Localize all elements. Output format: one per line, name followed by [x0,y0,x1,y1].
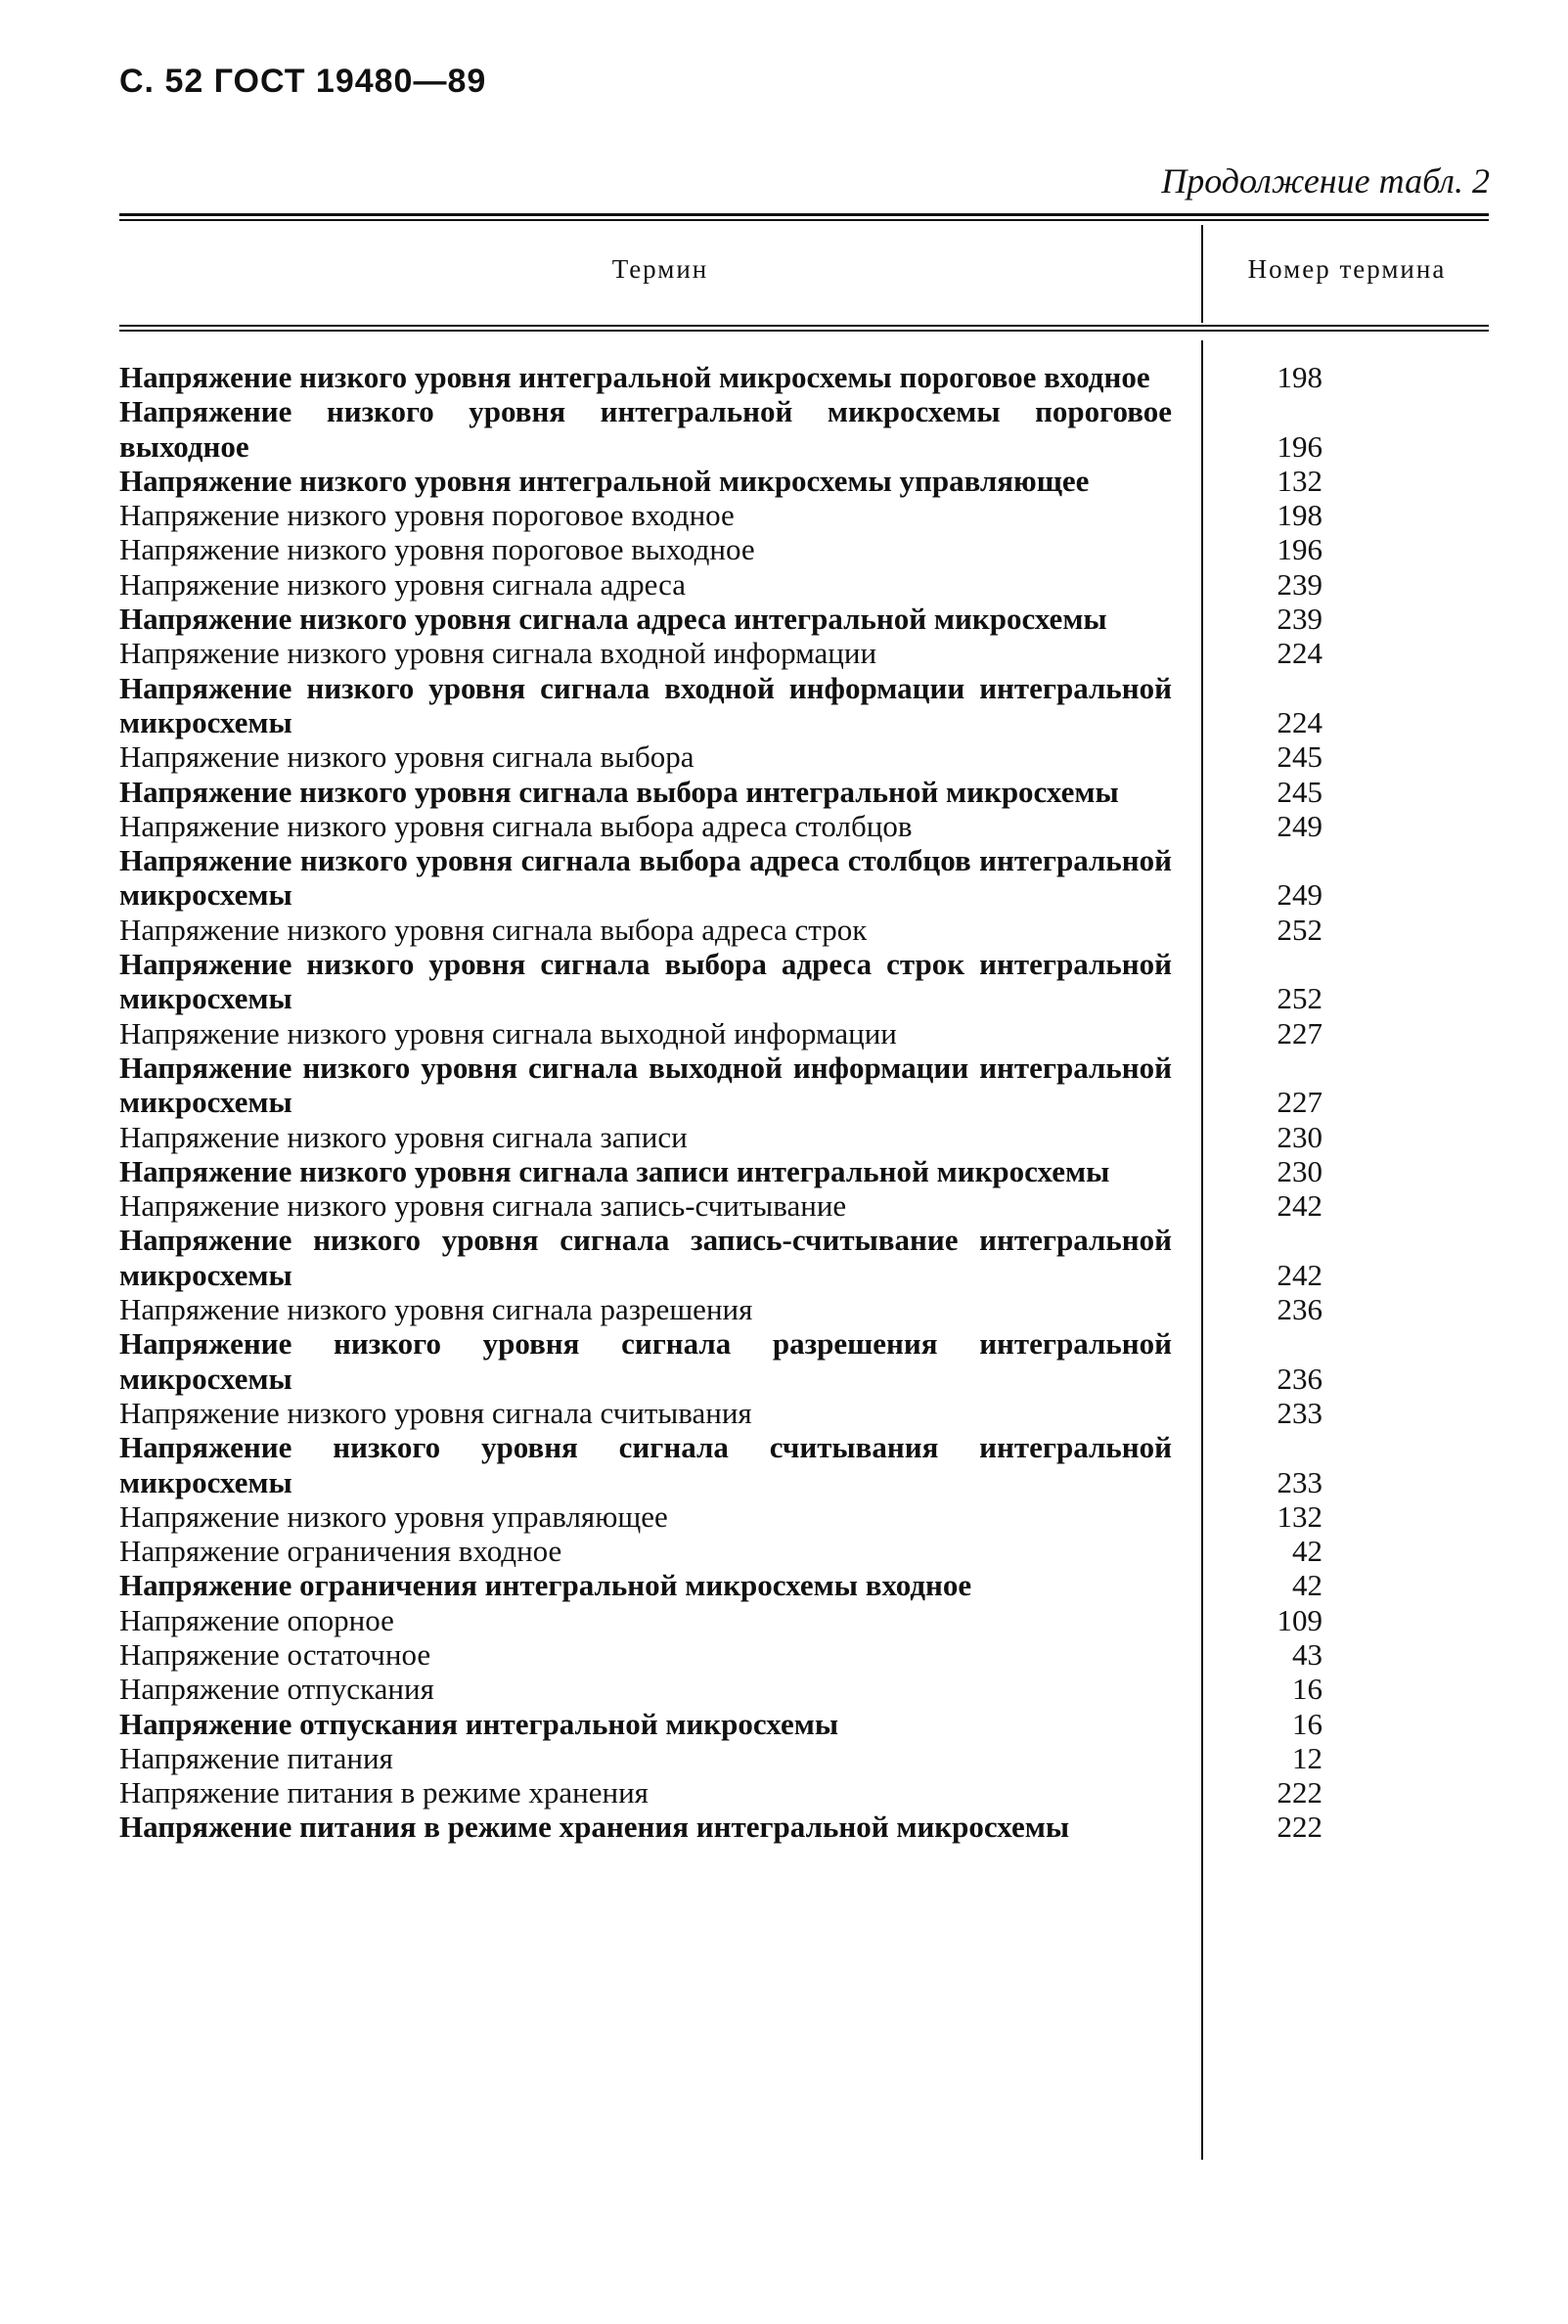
term-number: 42 [1292,1568,1322,1603]
term-number: 109 [1277,1602,1322,1637]
term-number: 242 [1277,1257,1322,1292]
term-number: 43 [1292,1636,1322,1672]
term-number: 12 [1292,1740,1322,1775]
table-row [119,1188,1489,1223]
term-number: 245 [1277,739,1322,775]
table-row [119,1396,1489,1430]
term-number: 233 [1277,1395,1322,1430]
term-number: 196 [1277,532,1322,567]
header-bottom-rule-thin [119,330,1489,332]
term-number: 16 [1292,1672,1322,1707]
table-row [119,1016,1489,1050]
table-row [119,1050,1489,1120]
term-number: 222 [1277,1775,1322,1810]
table-continuation-label: Продолжение табл. 2 [1161,161,1490,201]
table-row [119,1292,1489,1326]
term-number: 249 [1277,877,1322,913]
term-text: Напряжение низкого уровня интегральной микросхемы пороговое входное [119,360,1150,394]
term-text: Напряжение низкого уровня сигнала выходной информации [119,1015,897,1050]
column-header-number: Номер термина [1247,254,1447,284]
table-row [119,567,1489,602]
term-text: Напряжение низкого уровня сигнала выбора адреса столбцов интегральной микросхемы [119,843,1172,913]
term-number: 230 [1277,1119,1322,1154]
term-number: 239 [1277,566,1322,602]
term-number: 227 [1277,1085,1322,1120]
table-row [119,498,1489,532]
term-number: 132 [1277,1498,1322,1534]
term-text: Напряжение опорное [119,1602,394,1637]
term-text: Напряжение остаточное [119,1636,431,1672]
table-top-rule [119,213,1489,216]
term-number: 42 [1292,1534,1322,1569]
term-text: Напряжение низкого уровня сигнала выбора [119,739,694,775]
term-number: 236 [1277,1361,1322,1396]
term-text: Напряжение низкого уровня пороговое входное [119,498,735,533]
term-text: Напряжение ограничения входное [119,1534,562,1569]
term-text: Напряжение питания [119,1740,393,1775]
term-text: Напряжение ограничения интегральной микросхемы входное [119,1568,972,1603]
term-text: Напряжение низкого уровня сигнала считывания [119,1395,752,1430]
table-row [119,602,1489,636]
term-text: Напряжение низкого уровня сигнала разрешения [119,1292,753,1327]
term-number: 224 [1277,636,1322,671]
table-row [119,1810,1489,1844]
term-text: Напряжение низкого уровня управляющее [119,1498,668,1534]
term-text: Напряжение питания в режиме хранения интегральной микросхемы [119,1810,1070,1845]
column-divider-header [1201,225,1203,323]
term-number: 198 [1277,498,1322,533]
term-text: Напряжение низкого уровня сигнала выбора адреса строк [119,912,868,947]
table-row [119,1672,1489,1706]
term-number: 252 [1277,912,1322,947]
term-text: Напряжение отпускания интегральной микросхемы [119,1706,839,1741]
table-row [119,671,1489,740]
table-row [119,809,1489,843]
term-number: 196 [1277,428,1322,464]
table-row [119,532,1489,566]
table-row [119,1499,1489,1534]
term-text: Напряжение низкого уровня сигнала считывания интегральной микросхемы [119,1430,1172,1499]
page-header: С. 52 ГОСТ 19480—89 [119,63,487,100]
table-row [119,1741,1489,1775]
term-text: Напряжение низкого уровня сигнала разрешения интегральной микросхемы [119,1326,1172,1396]
term-text: Напряжение низкого уровня сигнала запись-считывание интегральной микросхемы [119,1223,1172,1292]
table-row [119,1223,1489,1292]
term-number: 132 [1277,463,1322,498]
term-text: Напряжение низкого уровня сигнала адреса [119,566,687,602]
term-text: Напряжение низкого уровня сигнала записи [119,1119,688,1154]
term-text: Напряжение отпускания [119,1672,434,1707]
table-top-rule-thin [119,219,1489,221]
table-row [119,947,1489,1016]
table-row [119,1154,1489,1188]
table-row [119,1775,1489,1810]
term-text: Напряжение низкого уровня сигнала записи интегральной микросхемы [119,1153,1110,1188]
header-bottom-rule [119,325,1489,327]
term-number: 249 [1277,808,1322,843]
term-text: Напряжение низкого уровня сигнала выбора интегральной микросхемы [119,774,1119,809]
table-row [119,1568,1489,1602]
term-number: 236 [1277,1292,1322,1327]
term-number: 222 [1277,1810,1322,1845]
term-text: Напряжение низкого уровня сигнала выбора адреса строк интегральной микросхемы [119,947,1172,1016]
term-number: 224 [1277,704,1322,739]
table-row [119,775,1489,809]
table-row [119,360,1489,394]
term-text: Напряжение низкого уровня сигнала входной информации интегральной микросхемы [119,670,1172,739]
term-number: 233 [1277,1464,1322,1499]
table-row [119,1603,1489,1637]
term-text: Напряжение низкого уровня сигнала выбора адреса столбцов [119,808,913,843]
table-body [119,360,1489,1845]
term-text: Напряжение низкого уровня интегральной микросхемы управляющее [119,463,1090,498]
term-number: 245 [1277,774,1322,809]
table-row [119,1707,1489,1741]
term-text: Напряжение низкого уровня сигнала адреса интегральной микросхемы [119,602,1107,637]
term-text: Напряжение низкого уровня сигнала выходной информации интегральной микросхемы [119,1050,1172,1120]
column-header-terms: Термин [611,254,709,284]
table-header-row [119,225,1489,323]
term-number: 252 [1277,981,1322,1016]
term-number: 239 [1277,602,1322,637]
table-row [119,739,1489,774]
term-text: Напряжение низкого уровня сигнала входной информации [119,636,877,671]
term-number: 16 [1292,1706,1322,1741]
table-row [119,464,1489,498]
table-row [119,394,1489,464]
table-row [119,636,1489,670]
table-row [119,1326,1489,1396]
term-text: Напряжение низкого уровня сигнала запись-считывание [119,1188,847,1224]
table-row [119,843,1489,913]
table-row [119,1637,1489,1672]
table-row [119,913,1489,947]
term-text: Напряжение питания в режиме хранения [119,1775,649,1810]
term-text: Напряжение низкого уровня интегральной микросхемы пороговое выходное [119,394,1172,464]
term-number: 227 [1277,1015,1322,1050]
term-number: 242 [1277,1188,1322,1224]
term-number: 198 [1277,360,1322,394]
table-row [119,1120,1489,1154]
table-row [119,1430,1489,1499]
table-row [119,1534,1489,1568]
term-number: 230 [1277,1153,1322,1188]
term-text: Напряжение низкого уровня пороговое выходное [119,532,755,567]
